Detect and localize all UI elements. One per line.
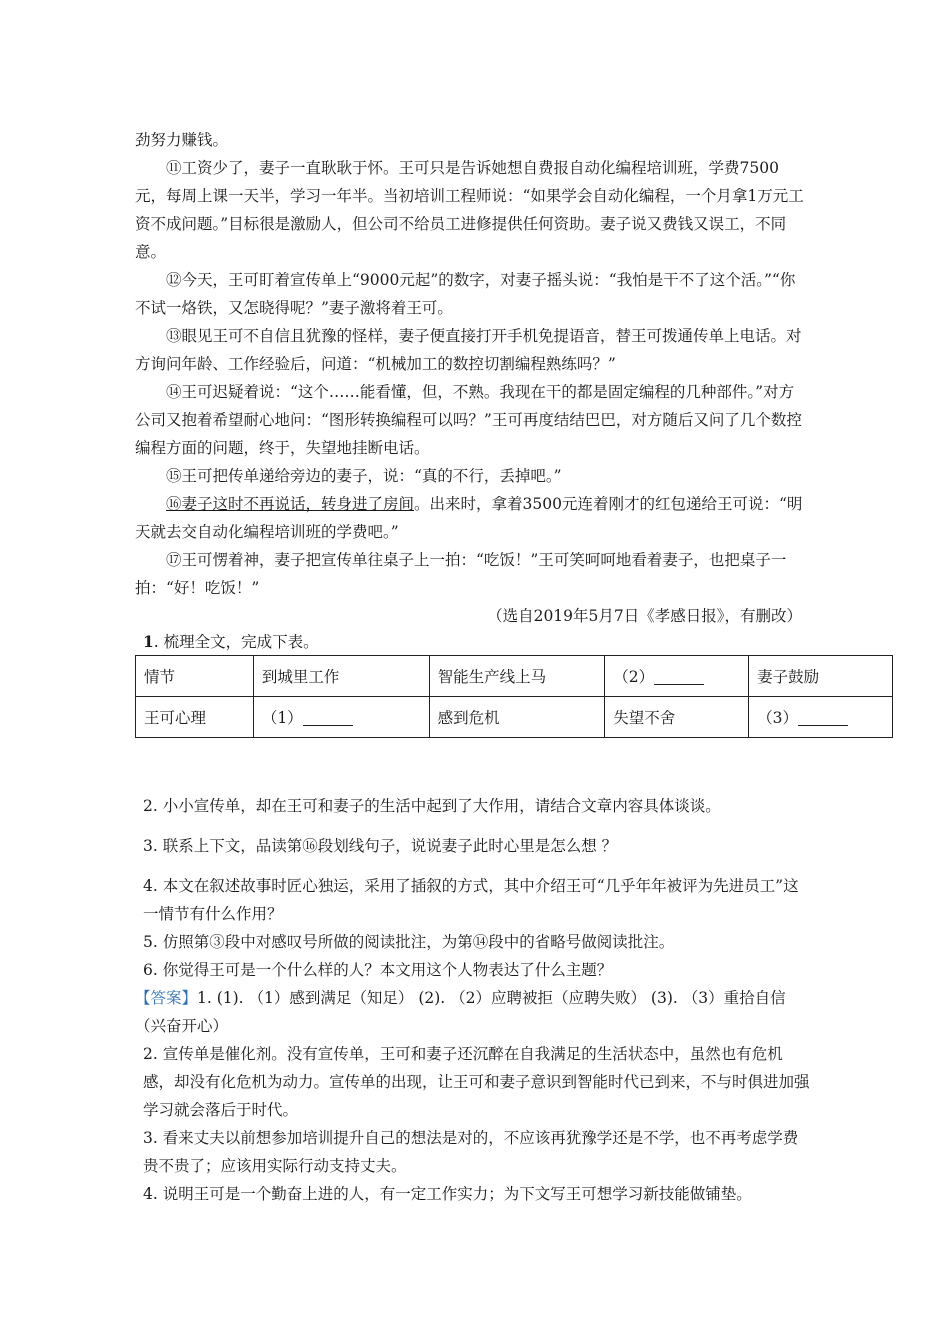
- answer-blank[interactable]: [303, 707, 353, 726]
- table-cell: 感到危机: [429, 697, 605, 738]
- question-1-title: [143, 630, 319, 654]
- blank-label: （2）: [613, 668, 655, 686]
- passage-line-0: 劲努力赚钱。: [135, 131, 229, 149]
- paragraph-16-rest: 。出来时，拿着3500元连着刚才的红包递给王可说：“明天就去交自动化编程培训班的学费吧。”: [135, 495, 803, 541]
- paragraph-11: ⑪工资少了，妻子一直耿耿于怀。王可只是告诉她想自费报自动化编程培训班，学费7500元，每周上课一天半，学习一年半。当初培训工程师说：“如果学会自动化编程，一个月拿1万元工资不成问题。”目标很是激励人，但公司不给员工进修提供任何资助。妻子说又费钱又误工，不同意。: [135, 159, 804, 261]
- answer-1-text: 1. (1). （1）感到满足（知足） (2). （2）应聘被拒（应聘失败） (3). （3）重拾自信（兴奋开心）: [135, 989, 786, 1035]
- source-citation: （选自2019年5月7日《孝感日报》，有删改）: [487, 607, 802, 625]
- paragraph-15: ⑮王可把传单递给旁边的妻子，说：“真的不行，丢掉吧。”: [166, 467, 562, 485]
- plot-table: [135, 655, 893, 738]
- question-2: 2. 小小宣传单，却在王可和妻子的生活中起到了大作用，请结合文章内容具体谈谈。: [143, 797, 721, 815]
- table-cell: 智能生产线上马: [429, 656, 605, 697]
- table-cell: 妻子鼓励: [749, 656, 893, 697]
- question-6: 6. 你觉得王可是一个什么样的人？本文用这个人物表达了什么主题？: [143, 961, 613, 979]
- answer-blank[interactable]: [654, 666, 704, 685]
- paragraph-14: ⑭王可迟疑着说：“这个……能看懂，但，不熟。我现在干的都是固定编程的几种部件。”对方公司又抱着希望耐心地问：“图形转换编程可以吗？”王可再度结结巴巴，对方随后又问了几个数控编程方面的问题，终于，失望地挂断电话。: [135, 383, 802, 457]
- table-cell: 情节: [136, 656, 254, 697]
- answer-blank[interactable]: [798, 707, 848, 726]
- table-row: [136, 697, 893, 738]
- table-row: [136, 656, 893, 697]
- table-cell-blank: [605, 656, 749, 697]
- table-cell: 到城里工作: [253, 656, 429, 697]
- blank-label: （1）: [261, 709, 303, 727]
- question-1-text: . 梳理全文，完成下表。: [153, 633, 319, 651]
- answer-2: 2. 宣传单是催化剂。没有宣传单，王可和妻子还沉醉在自我满足的生活状态中，虽然也有危机感，却没有化危机为动力。宣传单的出现，让王可和妻子意识到智能时代已到来，不与时俱进加强学习就会落后于时代。: [143, 1045, 810, 1119]
- question-1-number: 1: [143, 632, 154, 651]
- question-4: 4. 本文在叙述故事时匠心独运，采用了插叙的方式，其中介绍王可“几乎年年被评为先进员工”这一情节有什么作用？: [143, 877, 799, 923]
- question-3: 3. 联系上下文，品读第⑯段划线句子，说说妻子此时心里是怎么想 ？: [143, 837, 618, 855]
- table-cell: 王可心理: [136, 697, 254, 738]
- blank-label: （3）: [757, 709, 798, 727]
- answer-tag: 【答案】: [135, 989, 198, 1007]
- answer-3: 3. 看来丈夫以前想参加培训提升自己的想法是对的，不应该再犹豫学还是不学，也不再考虑学费贵不贵了；应该用实际行动支持丈夫。: [143, 1129, 799, 1175]
- answer-1: [135, 984, 805, 1040]
- paragraph-17: ⑰王可愣着神，妻子把宣传单往桌子上一拍：“吃饭！”王可笑呵呵地看着妻子，也把桌子一拍：“好！吃饭！”: [135, 551, 787, 597]
- paragraph-12: ⑫今天，王可盯着宣传单上“9000元起”的数字，对妻子摇头说：“我怕是干不了这个活。”“你不试一烙铁，又怎晓得呢？”妻子激将着王可。: [135, 271, 796, 317]
- table-cell-blank: [253, 697, 429, 738]
- table-cell-blank: [749, 697, 893, 738]
- table-cell: 失望不舍: [605, 697, 749, 738]
- paragraph-16: [135, 490, 805, 546]
- underlined-sentence: ⑯妻子这时不再说话，转身进了房间: [166, 495, 415, 513]
- answer-4: 4. 说明王可是一个勤奋上进的人，有一定工作实力；为下文写王可想学习新技能做铺垫。: [143, 1185, 752, 1203]
- paragraph-13: ⑬眼见王可不自信且犹豫的怪样，妻子便直接打开手机免提语音，替王可拨通传单上电话。对方询问年龄、工作经验后，问道：“机械加工的数控切割编程熟练吗？”: [135, 327, 802, 373]
- question-5: 5. 仿照第③段中对感叹号所做的阅读批注，为第⑭段中的省略号做阅读批注。: [143, 933, 675, 951]
